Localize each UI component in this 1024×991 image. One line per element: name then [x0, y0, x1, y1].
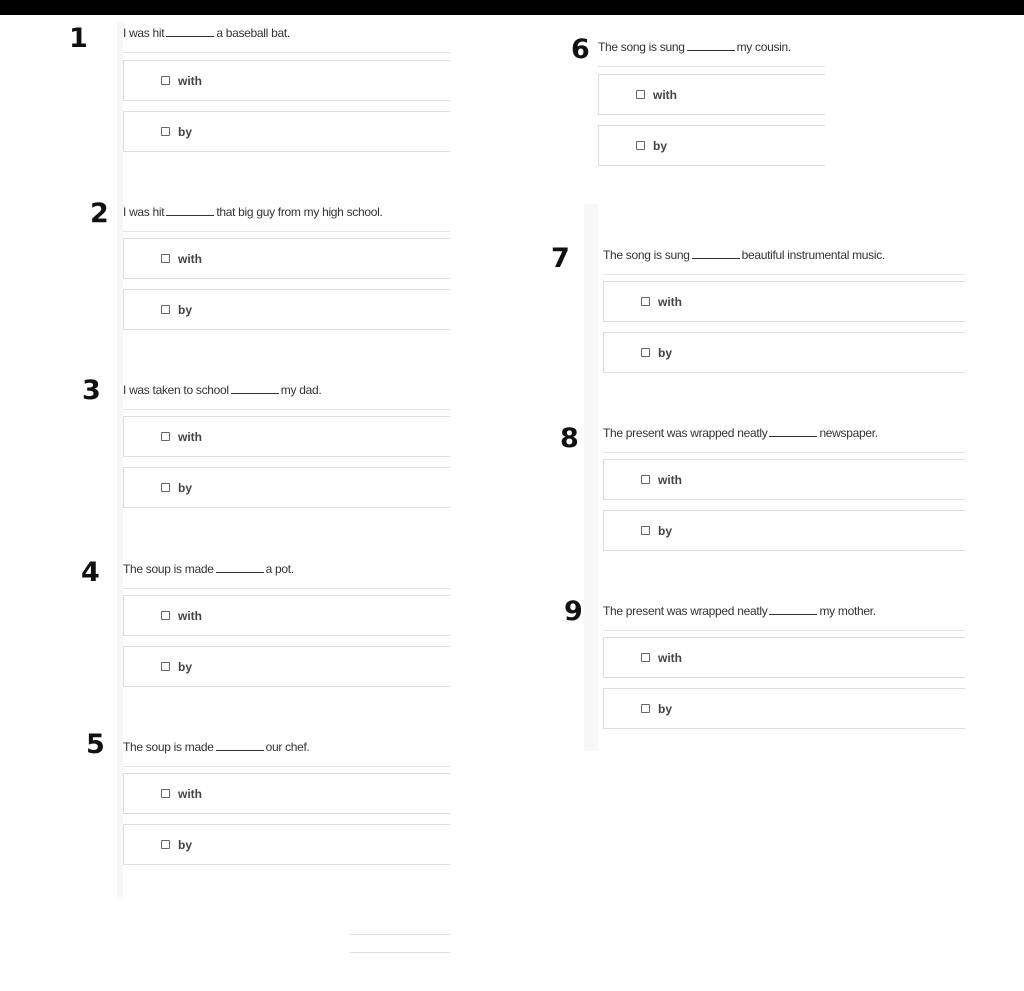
option-label: by: [658, 701, 673, 716]
checkbox-icon[interactable]: [161, 662, 170, 671]
question-prompt: [603, 249, 965, 275]
option-by[interactable]: [603, 332, 965, 373]
question-prompt: [123, 563, 450, 589]
option-label: by: [178, 837, 193, 852]
option-label: with: [178, 608, 202, 623]
prompt-after: my cousin.: [736, 40, 791, 54]
checkbox-icon[interactable]: [636, 90, 645, 99]
option-with[interactable]: [123, 60, 450, 101]
option-by[interactable]: [598, 125, 825, 166]
answer-blank: [692, 249, 740, 259]
option-label: by: [658, 345, 673, 360]
prompt-before: The soup is made: [123, 740, 214, 754]
option-label: by: [178, 302, 193, 317]
question-prompt: [123, 206, 450, 232]
option-label: by: [658, 523, 673, 538]
checkbox-icon[interactable]: [161, 254, 170, 263]
prompt-after: beautiful instrumental music.: [741, 248, 885, 262]
option-with[interactable]: [598, 74, 825, 115]
question-prompt: [123, 384, 450, 410]
checkbox-icon[interactable]: [636, 141, 645, 150]
prompt-after: a baseball bat.: [216, 26, 290, 40]
checkbox-icon[interactable]: [641, 297, 650, 306]
option-with[interactable]: [603, 459, 965, 500]
prompt-before: The song is sung: [598, 40, 685, 54]
option-label: by: [178, 124, 193, 139]
prompt-after: my dad.: [280, 383, 322, 397]
question-number: 3: [82, 375, 101, 406]
question-prompt: [603, 427, 965, 453]
option-with[interactable]: [123, 595, 450, 636]
checkbox-icon[interactable]: [161, 76, 170, 85]
option-label: by: [653, 138, 668, 153]
option-by[interactable]: [123, 111, 450, 152]
checkbox-icon[interactable]: [161, 127, 170, 136]
option-by[interactable]: [123, 289, 450, 330]
option-by[interactable]: [603, 510, 965, 551]
prompt-before: The soup is made: [123, 562, 214, 576]
option-by[interactable]: [123, 467, 450, 508]
top-black-bar: [0, 0, 1024, 15]
option-label: with: [658, 294, 682, 309]
question-prompt: [123, 741, 450, 767]
option-label: with: [178, 251, 202, 266]
prompt-before: The song is sung: [603, 248, 690, 262]
checkbox-icon[interactable]: [161, 611, 170, 620]
option-with[interactable]: [603, 281, 965, 322]
checkbox-icon[interactable]: [641, 475, 650, 484]
prompt-after: that big guy from my high school.: [216, 205, 383, 219]
checkbox-icon[interactable]: [161, 789, 170, 798]
answer-blank: [216, 563, 264, 573]
option-label: by: [178, 659, 193, 674]
checkbox-icon[interactable]: [641, 704, 650, 713]
question-number: 9: [564, 596, 583, 627]
right-column-background: [584, 204, 598, 751]
checkbox-icon[interactable]: [161, 305, 170, 314]
answer-blank: [769, 427, 817, 437]
prompt-after: newspaper.: [819, 426, 878, 440]
divider: [350, 952, 450, 953]
prompt-before: I was hit: [123, 26, 165, 40]
option-with[interactable]: [123, 416, 450, 457]
checkbox-icon[interactable]: [161, 432, 170, 441]
option-with[interactable]: [123, 238, 450, 279]
option-with[interactable]: [603, 637, 965, 678]
checkbox-icon[interactable]: [641, 348, 650, 357]
question-number: 7: [551, 243, 570, 274]
question-prompt: [123, 27, 450, 53]
prompt-after: a pot.: [265, 562, 294, 576]
checkbox-icon[interactable]: [641, 526, 650, 535]
answer-blank: [231, 384, 279, 394]
question-number: 6: [571, 34, 590, 65]
prompt-before: The present was wrapped neatly: [603, 604, 768, 618]
option-label: with: [653, 87, 677, 102]
answer-blank: [166, 206, 214, 216]
answer-blank: [687, 41, 735, 51]
option-label: by: [178, 480, 193, 495]
divider: [350, 934, 450, 935]
option-with[interactable]: [123, 773, 450, 814]
option-by[interactable]: [123, 824, 450, 865]
answer-blank: [769, 605, 817, 615]
answer-blank: [216, 741, 264, 751]
option-by[interactable]: [123, 646, 450, 687]
question-number: 1: [69, 23, 88, 54]
checkbox-icon[interactable]: [641, 653, 650, 662]
option-label: with: [178, 786, 202, 801]
option-label: with: [178, 429, 202, 444]
prompt-after: our chef.: [265, 740, 310, 754]
question-number: 2: [90, 198, 109, 229]
question-prompt: [598, 41, 825, 67]
prompt-before: I was hit: [123, 205, 165, 219]
question-number: 4: [81, 557, 100, 588]
prompt-after: my mother.: [819, 604, 876, 618]
question-prompt: [603, 605, 965, 631]
question-number: 8: [560, 423, 579, 454]
option-label: with: [658, 472, 682, 487]
prompt-before: The present was wrapped neatly: [603, 426, 768, 440]
option-label: with: [658, 650, 682, 665]
answer-blank: [166, 27, 214, 37]
checkbox-icon[interactable]: [161, 840, 170, 849]
option-by[interactable]: [603, 688, 965, 729]
question-number: 5: [86, 729, 105, 760]
prompt-before: I was taken to school: [123, 383, 229, 397]
option-label: with: [178, 73, 202, 88]
checkbox-icon[interactable]: [161, 483, 170, 492]
